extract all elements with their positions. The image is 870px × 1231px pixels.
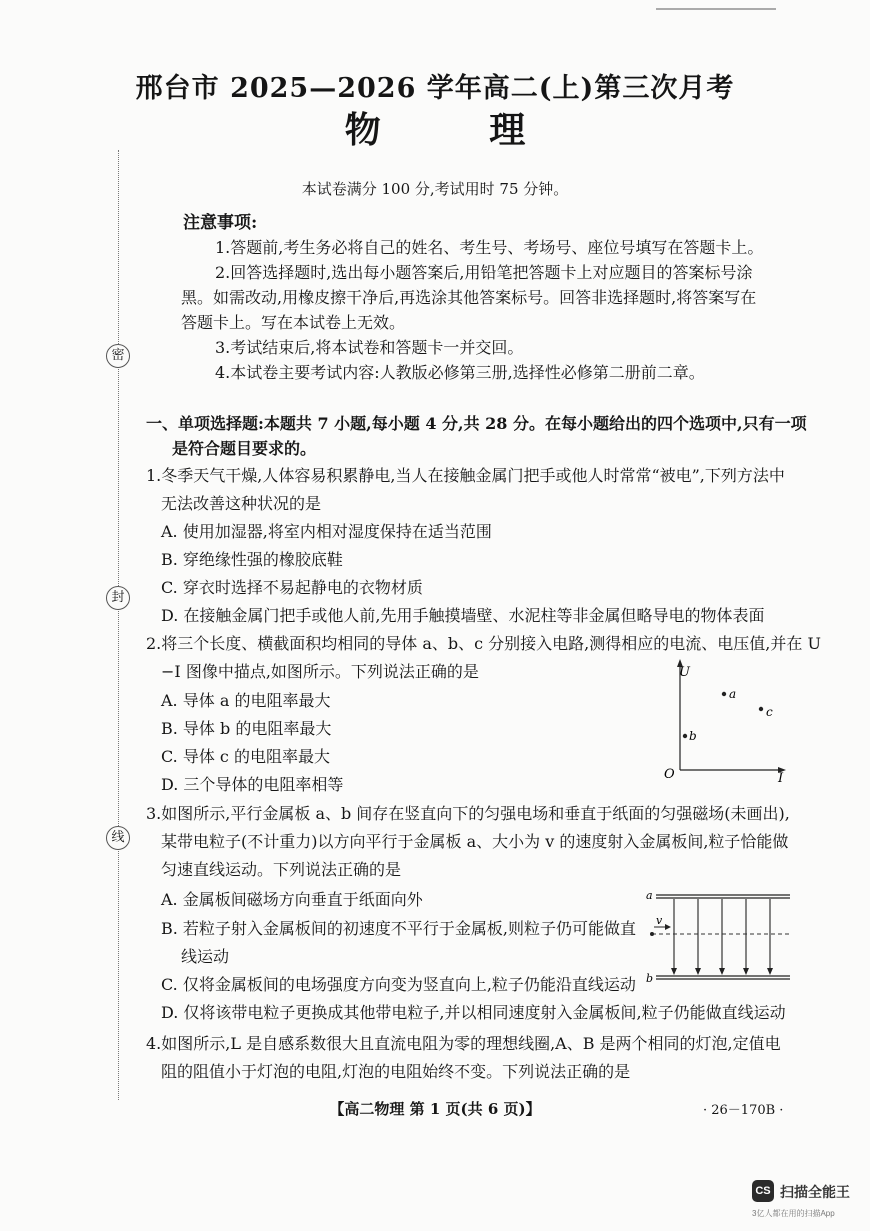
- plate-a-label: a: [646, 889, 653, 902]
- binding-margin-line: [118, 150, 119, 1100]
- q3-plates-figure: [642, 882, 802, 988]
- q3-stem-cont1: 某带电粒子(不计重力)以方向平行于金属板 a、大小为 v 的速度射入金属板间,粒子恰能做: [161, 832, 789, 851]
- point-b-label: b: [689, 729, 697, 743]
- section1-heading-cont: 是符合题目要求的。: [172, 439, 317, 458]
- paper-code: · 26－170B ·: [703, 1103, 784, 1118]
- q2-option-b: B. 导体 b 的电阻率最大: [161, 719, 332, 738]
- note-line-6: 4.本试卷主要考试内容:人教版必修第三册,选择性必修第二册前二章。: [215, 363, 705, 382]
- note-line-5: 3.考试结束后,将本试卷和答题卡一并交回。: [215, 338, 524, 357]
- camscanner-logo-icon: CS: [752, 1180, 774, 1202]
- q1-option-d: D. 在接触金属门把手或他人前,先用手触摸墙壁、水泥柱等非金属但略导电的物体表面: [161, 606, 765, 625]
- q4-stem: 4.如图所示,L 是自感系数很大且直流电阻为零的理想线圈,A、B 是两个相同的灯泡,定值电: [146, 1034, 781, 1053]
- q1-option-c: C. 穿衣时选择不易起静电的衣物材质: [161, 578, 423, 597]
- q2-option-c: C. 导体 c 的电阻率最大: [161, 747, 330, 766]
- q3-option-c: C. 仅将金属板间的电场强度方向变为竖直向上,粒子仍能沿直线运动: [161, 975, 636, 994]
- velocity-arrowhead: [665, 924, 671, 930]
- particle: [650, 932, 654, 936]
- q3-stem-cont2: 匀速直线运动。下列说法正确的是: [161, 860, 402, 879]
- note-line-3: 黑。如需改动,用橡皮擦干净后,再选涂其他答案标号。回答非选择题时,将答案写在: [181, 288, 757, 307]
- plate-b-label: b: [646, 972, 654, 985]
- section1-heading: 一、单项选择题:本题共 7 小题,每小题 4 分,共 28 分。在每小题给出的四个选项中,只有一项: [146, 414, 807, 433]
- note-line-1: 1.答题前,考生务必将自己的姓名、考生号、考场号、座位号填写在答题卡上。: [215, 238, 764, 257]
- score-line: 本试卷满分 100 分,考试用时 75 分钟。: [301, 180, 569, 198]
- q2-stem-cont: −I 图像中描点,如图所示。下列说法正确的是: [161, 662, 479, 681]
- q2-option-d: D. 三个导体的电阻率相等: [161, 775, 344, 794]
- q3-option-b-cont: 线运动: [181, 947, 230, 966]
- point-a: [722, 692, 726, 696]
- q2-stem: 2.将三个长度、横截面积均相同的导体 a、b、c 分别接入电路,测得相应的电流、电压值,并在 U: [146, 634, 821, 653]
- point-b: [683, 734, 687, 738]
- y-axis-label: U: [679, 665, 690, 680]
- notes-heading: 注意事项:: [183, 213, 258, 233]
- q3-option-b: B. 若粒子射入金属板间的初速度不平行于金属板,则粒子仍可能做直: [161, 919, 637, 938]
- margin-char-mi: 密: [106, 344, 130, 368]
- note-line-2: 2.回答选择题时,选出每小题答案后,用铅笔把答题卡上对应题目的答案标号涂: [215, 263, 753, 282]
- q4-stem-cont: 阻的阻值小于灯泡的电阻,灯泡的电阻始终不变。下列说法正确的是: [161, 1062, 631, 1081]
- velocity-label: v: [656, 914, 663, 927]
- subject-title: 物 理: [344, 109, 574, 151]
- point-a-label: a: [729, 687, 737, 701]
- scanner-app-name: 扫描全能王: [780, 1184, 850, 1200]
- q3-option-d: D. 仅将该带电粒子更换成其他带电粒子,并以相同速度射入金属板间,粒子仍能做直线运动: [161, 1003, 786, 1022]
- q1-stem: 1.冬季天气干燥,人体容易积累静电,当人在接触金属门把手或他人时常常“被电”,下列方法中: [146, 466, 785, 485]
- point-c-label: c: [766, 705, 773, 719]
- exam-title: 邢台市 2025—2026 学年高二(上)第三次月考: [135, 73, 735, 104]
- q1-stem-cont: 无法改善这种状况的是: [161, 494, 322, 513]
- margin-char-feng: 封: [106, 586, 130, 610]
- q2-option-a: A. 导体 a 的电阻率最大: [161, 691, 331, 710]
- q3-stem: 3.如图所示,平行金属板 a、b 间存在竖直向下的匀强电场和垂直于纸面的匀强磁场(未画出),: [146, 804, 790, 823]
- x-axis-label: I: [778, 771, 784, 786]
- q1-option-b: B. 穿绝缘性强的橡胶底鞋: [161, 550, 343, 569]
- point-c: [759, 707, 763, 711]
- field-arrowheads: [671, 968, 773, 975]
- page-footer: 【高二物理 第 1 页(共 6 页)】: [329, 1100, 541, 1118]
- origin-label: O: [664, 767, 675, 782]
- q3-option-a: A. 金属板间磁场方向垂直于纸面向外: [161, 890, 423, 909]
- note-line-4: 答题卡上。写在本试卷上无效。: [181, 313, 406, 332]
- margin-char-xian: 线: [106, 826, 130, 850]
- scan-edge-mark: [656, 8, 776, 14]
- q1-option-a: A. 使用加湿器,将室内相对湿度保持在适当范围: [161, 522, 492, 541]
- scanner-tagline: 3亿人都在用的扫描App: [752, 1209, 835, 1218]
- q2-ui-graph: [660, 656, 790, 786]
